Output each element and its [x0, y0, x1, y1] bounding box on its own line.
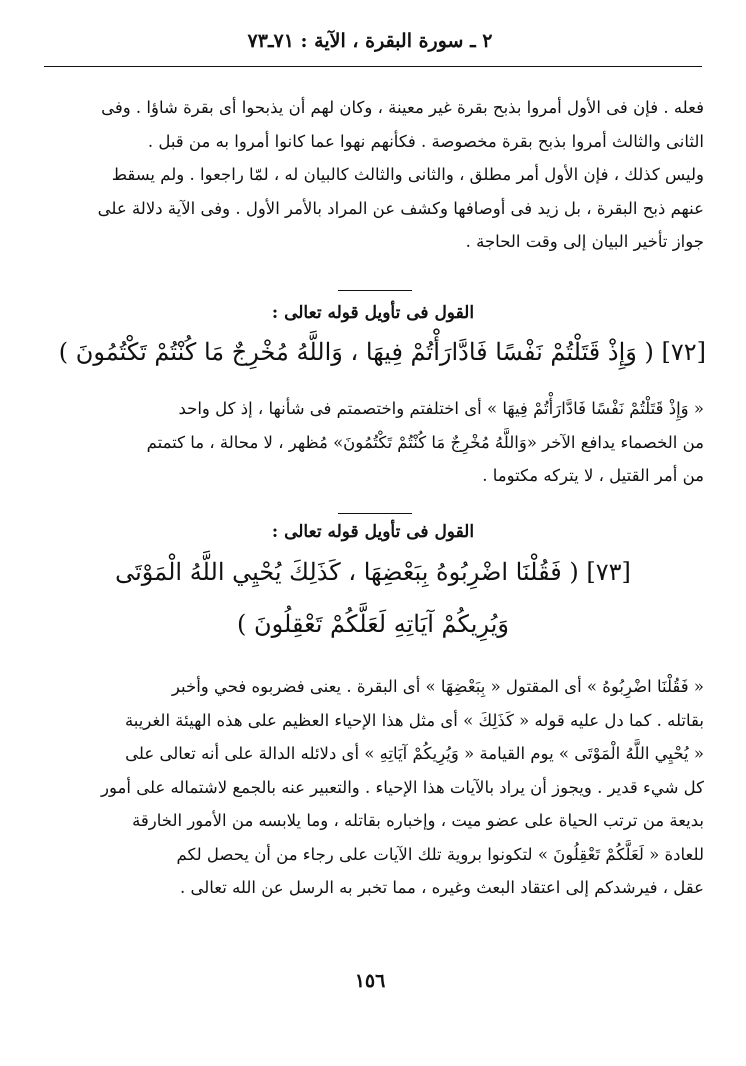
page-number: ١٥٦: [354, 970, 386, 992]
paragraph-commentary-72: [44, 392, 704, 493]
verse-73-line-2: وَيُرِيكُمْ آيَاتِهِ لَعَلَّكُمْ تَعْقِلُونَ ): [237, 610, 509, 638]
header-rule: [44, 66, 702, 67]
text-line: بقاتله . كما دل عليه قوله « كَذَلِكَ » أى مثل هذا الإحياء العظيم على هذه الهيئة الغريبة: [124, 710, 704, 730]
text-line: « يُحْيِي اللَّهُ الْمَوْتَى » يوم القيامة « وَيُرِيكُمْ آيَاتِهِ » أى دلائله الدالة على أنه تعالى على: [125, 744, 704, 763]
text-line: « فَقُلْنَا اضْرِبُوهُ » أى المقتول « بِبَعْضِهَا » أى البقرة . يعنى فضربوه فحي وأخبر: [171, 677, 704, 696]
text-line: فعله . فإن فى الأول أمروا بذبح بقرة غير معينة ، وكان لهم أن يذبحوا أى بقرة شاؤا . وفى: [101, 98, 704, 117]
section-heading-73: القول فى تأويل قوله تعالى :: [271, 522, 475, 542]
paragraph-commentary-73: [44, 670, 704, 905]
verse-73-line-1: [٧٣] ( فَقُلْنَا اضْرِبُوهُ بِبَعْضِهَا ، كَذَلِكَ يُحْيِي اللَّهُ الْمَوْتَى: [115, 558, 631, 586]
section-divider: [338, 290, 412, 291]
text-line: عقل ، فيرشدكم إلى اعتقاد البعث وغيره ، مما تخبر به الرسل عن الله تعالى .: [179, 878, 704, 897]
paragraph-intro: [44, 91, 704, 259]
text-line: من الخصماء يدافع الآخر «وَاللَّهُ مُخْرِجٌ مَا كُنْتُمْ تَكْتُمُونَ» مُظهر ، لا محالة ، ما كتمتم: [146, 432, 704, 452]
text-line: بديعة من ترتب الحياة على عضو ميت ، وإخباره بقاتله ، وما يلابسه من الأمور الخارقة: [132, 811, 704, 830]
text-line: كل شيء قدير . ويجوز أن يراد بالآيات هذا الإحياء . والتعبير عنه بالجمع لاشتماله على أمور: [101, 777, 704, 797]
text-line: للعادة « لَعَلَّكُمْ تَعْقِلُونَ » لتكونوا بروية تلك الآيات على رجاء من أن يحصل لكم: [176, 844, 704, 864]
text-line: « وَإِذْ قَتَلْتُمْ نَفْسًا فَادَّارَأْتُمْ فِيهَا » أى اختلفتم واختصمتم فى شأنها ، إذ كل واحد: [178, 399, 704, 418]
text-line: من أمر القتيل ، لا يتركه مكتوما .: [482, 466, 704, 485]
running-header: ٢ ـ سورة البقرة ، الآية : ٧١ـ٧٣: [247, 30, 493, 52]
verse-72: [٧٢] ( وَإِذْ قَتَلْتُمْ نَفْسًا فَادَّارَأْتُمْ فِيهَا ، وَاللَّهُ مُخْرِجٌ مَا كُنْتُمْ تَكْتُمُونَ ): [58, 338, 706, 366]
text-line: الثانى والثالث أمروا بذبح بقرة مخصوصة . فكأنهم نهوا عما كانوا أمروا به من قبل .: [147, 131, 704, 151]
text-line: وليس كذلك ، فإن الأول أمر مطلق ، والثانى والثالث كالبيان له ، لمّا راجعوا . ولم يسقط: [111, 165, 704, 184]
section-heading-72: القول فى تأويل قوله تعالى :: [271, 303, 475, 323]
text-line: عنهم ذبح البقرة ، بل زيد فى أوصافها وكشف عن المراد بالأمر الأول . وفى الآية دلالة على: [97, 198, 704, 218]
section-divider: [338, 513, 412, 514]
text-line: جواز تأخير البيان إلى وقت الحاجة .: [465, 232, 704, 251]
